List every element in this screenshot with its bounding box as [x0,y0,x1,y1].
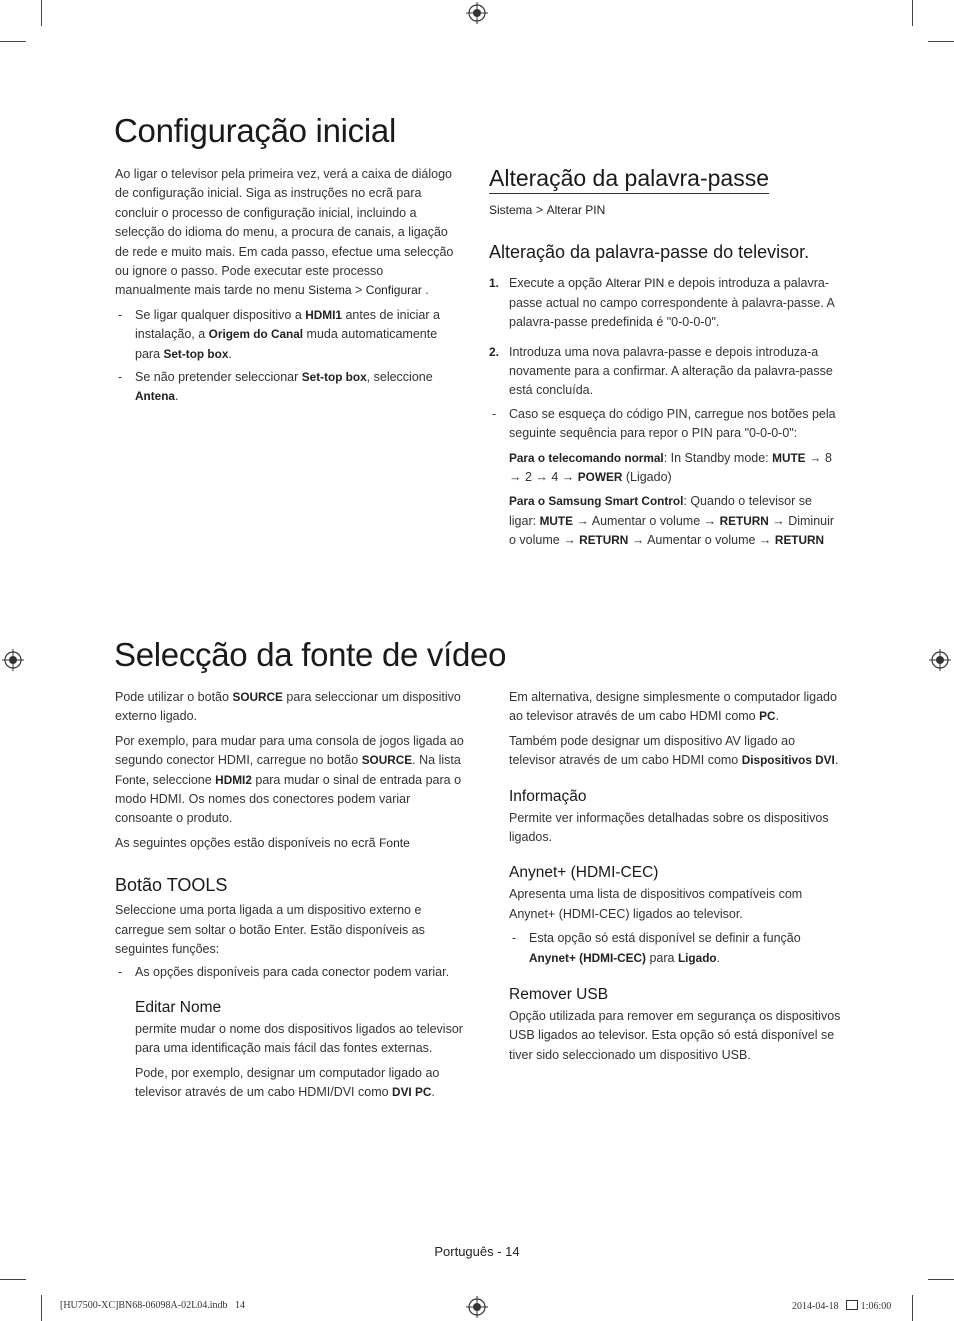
usb-text: Opção utilizada para remover em segurança os dispositivos USB ligados ao televisor. Esta opção só está disponível se tiver sido seleccionado um dispositivo USB. [509,1009,841,1062]
list-item: - Se ligar qualquer dispositivo a HDMI1 antes de iniciar a instalação, a Origem do Canal muda automaticamente para Set-top box. [118,307,440,361]
option-heading: Informação [509,787,587,805]
crop-mark [912,0,913,26]
crop-mark [0,41,26,42]
print-slug-file: [HU7500-XC]BN68-06098A-02L04.indb 14 [60,1300,245,1311]
subsection-heading: Alteração da palavra-passe do televisor. [489,242,810,263]
page-title: Selecção da fonte de vídeo [114,636,507,673]
source-intro: Pode utilizar o botão SOURCE para seleccionar um dispositivo externo ligado. [115,690,461,724]
setup-intro: Ao ligar o televisor pela primeira vez, verá a caixa de diálogo de configuração inicial. Siga as instruções no ecrã para concluir o processo de configuração inicial, incluindo a selecção do idioma do menu, a procura de canais, a ligação de rede e muito mais. Em cada passo, efectue uma selecção ou ignore o passo. Pode executar este processo manualmente mais tarde no menu Sistema > Configurar . [115,167,454,298]
info-text: Permite ver informações detalhadas sobre os dispositivos ligados. [509,810,829,845]
list-item: 1. Execute a opção Alterar PIN e depois introduza a palavra-passe actual no campo correspondente à palavra-passe. A palavra-passe predefinida é "0-0-0-0". [489,276,835,330]
crop-mark [928,41,954,42]
page-title: Configuração inicial [114,112,396,149]
tools-text: Seleccione uma porta ligada a um dispositivo externo e carregue sem soltar o botão Enter. Estão disponíveis as seguintes funções: [115,903,425,957]
registration-mark-icon [466,1296,488,1318]
smart-control-sequence: Para o Samsung Smart Control: Quando o televisor se ligar: MUTE → Aumentar o volume → RETURN → Diminuir o volume → RETURN → Aumentar o volume → RETURN [509,494,835,548]
source-example: Por exemplo, para mudar para uma consola de jogos ligada ao segundo conector HDMI, carregue no botão SOURCE. Na lista Fonte, seleccione HDMI2 para mudar o sinal de entrada para o modo HDMI. Os nomes dos conectores podem variar consoante o produto. [115,733,464,826]
edit-name-example: Pode, por exemplo, designar um computador ligado ao televisor através de um cabo HDMI/DVI como DVI PC. [135,1065,440,1100]
pin-column [489,165,841,551]
menu-path: Sistema > Alterar PIN [489,203,606,217]
list-item: - As opções disponíveis para cada conector podem variar. [118,965,450,980]
print-slug-date: 2014-04-18 1:06:00 [792,1301,892,1312]
edit-name-text: permite mudar o nome dos dispositivos ligados ao televisor para uma identificação mais fácil das fontes externas. [135,1021,463,1056]
anynet-text: Apresenta uma lista de dispositivos compatíveis com Anynet+ (HDMI-CEC) ligados ao televisor. [509,887,803,921]
option-heading: Anynet+ (HDMI-CEC) [509,864,659,882]
registration-mark-icon [929,649,951,671]
section-heading: Alteração da palavra-passe [489,165,769,194]
remote-sequence: Para o telecomando normal: In Standby mode: MUTE → 8 → 2 → 4 → POWER (Ligado) [509,450,832,485]
source-right-column [509,688,841,1065]
clock-glyph-icon [846,1300,858,1310]
list-item: - Se não pretender seleccionar Set-top box, seleccione Antena. [118,370,433,404]
registration-mark-icon [2,649,24,671]
source-left-column [115,688,465,1103]
list-item: - Caso se esqueça do código PIN, carregue nos botões pela seguinte sequência para repor o PIN para "0-0-0-0": [492,406,836,441]
source-options-intro: As seguintes opções estão disponíveis no ecrã Fonte [115,835,410,850]
crop-mark [41,0,42,26]
edit-name-block [115,999,465,1103]
av-alternative: Também pode designar um dispositivo AV ligado ao televisor através de um cabo HDMI como Dispositivos DVI. [509,733,839,768]
crop-mark [912,1295,913,1321]
list-item: - Esta opção só está disponível se definir a função Anynet+ (HDMI-CEC) para Ligado. [512,931,801,965]
option-heading: Remover USB [509,986,609,1004]
setup-column [115,165,460,407]
option-heading: Editar Nome [135,998,222,1016]
page-number: Português - 14 [434,1244,520,1259]
crop-mark [0,1279,26,1280]
crop-mark [928,1279,954,1280]
subsection-heading: Botão TOOLS [115,875,228,896]
pc-alternative: Em alternativa, designe simplesmente o computador ligado ao televisor através de um cabo HDMI como PC. [509,690,837,724]
registration-mark-icon [466,2,488,24]
crop-mark [41,1295,42,1321]
list-item: 2. Introduza uma nova palavra-passe e depois introduza-a novamente para a confirmar. A alteração da palavra-passe está concluída. [489,344,833,398]
